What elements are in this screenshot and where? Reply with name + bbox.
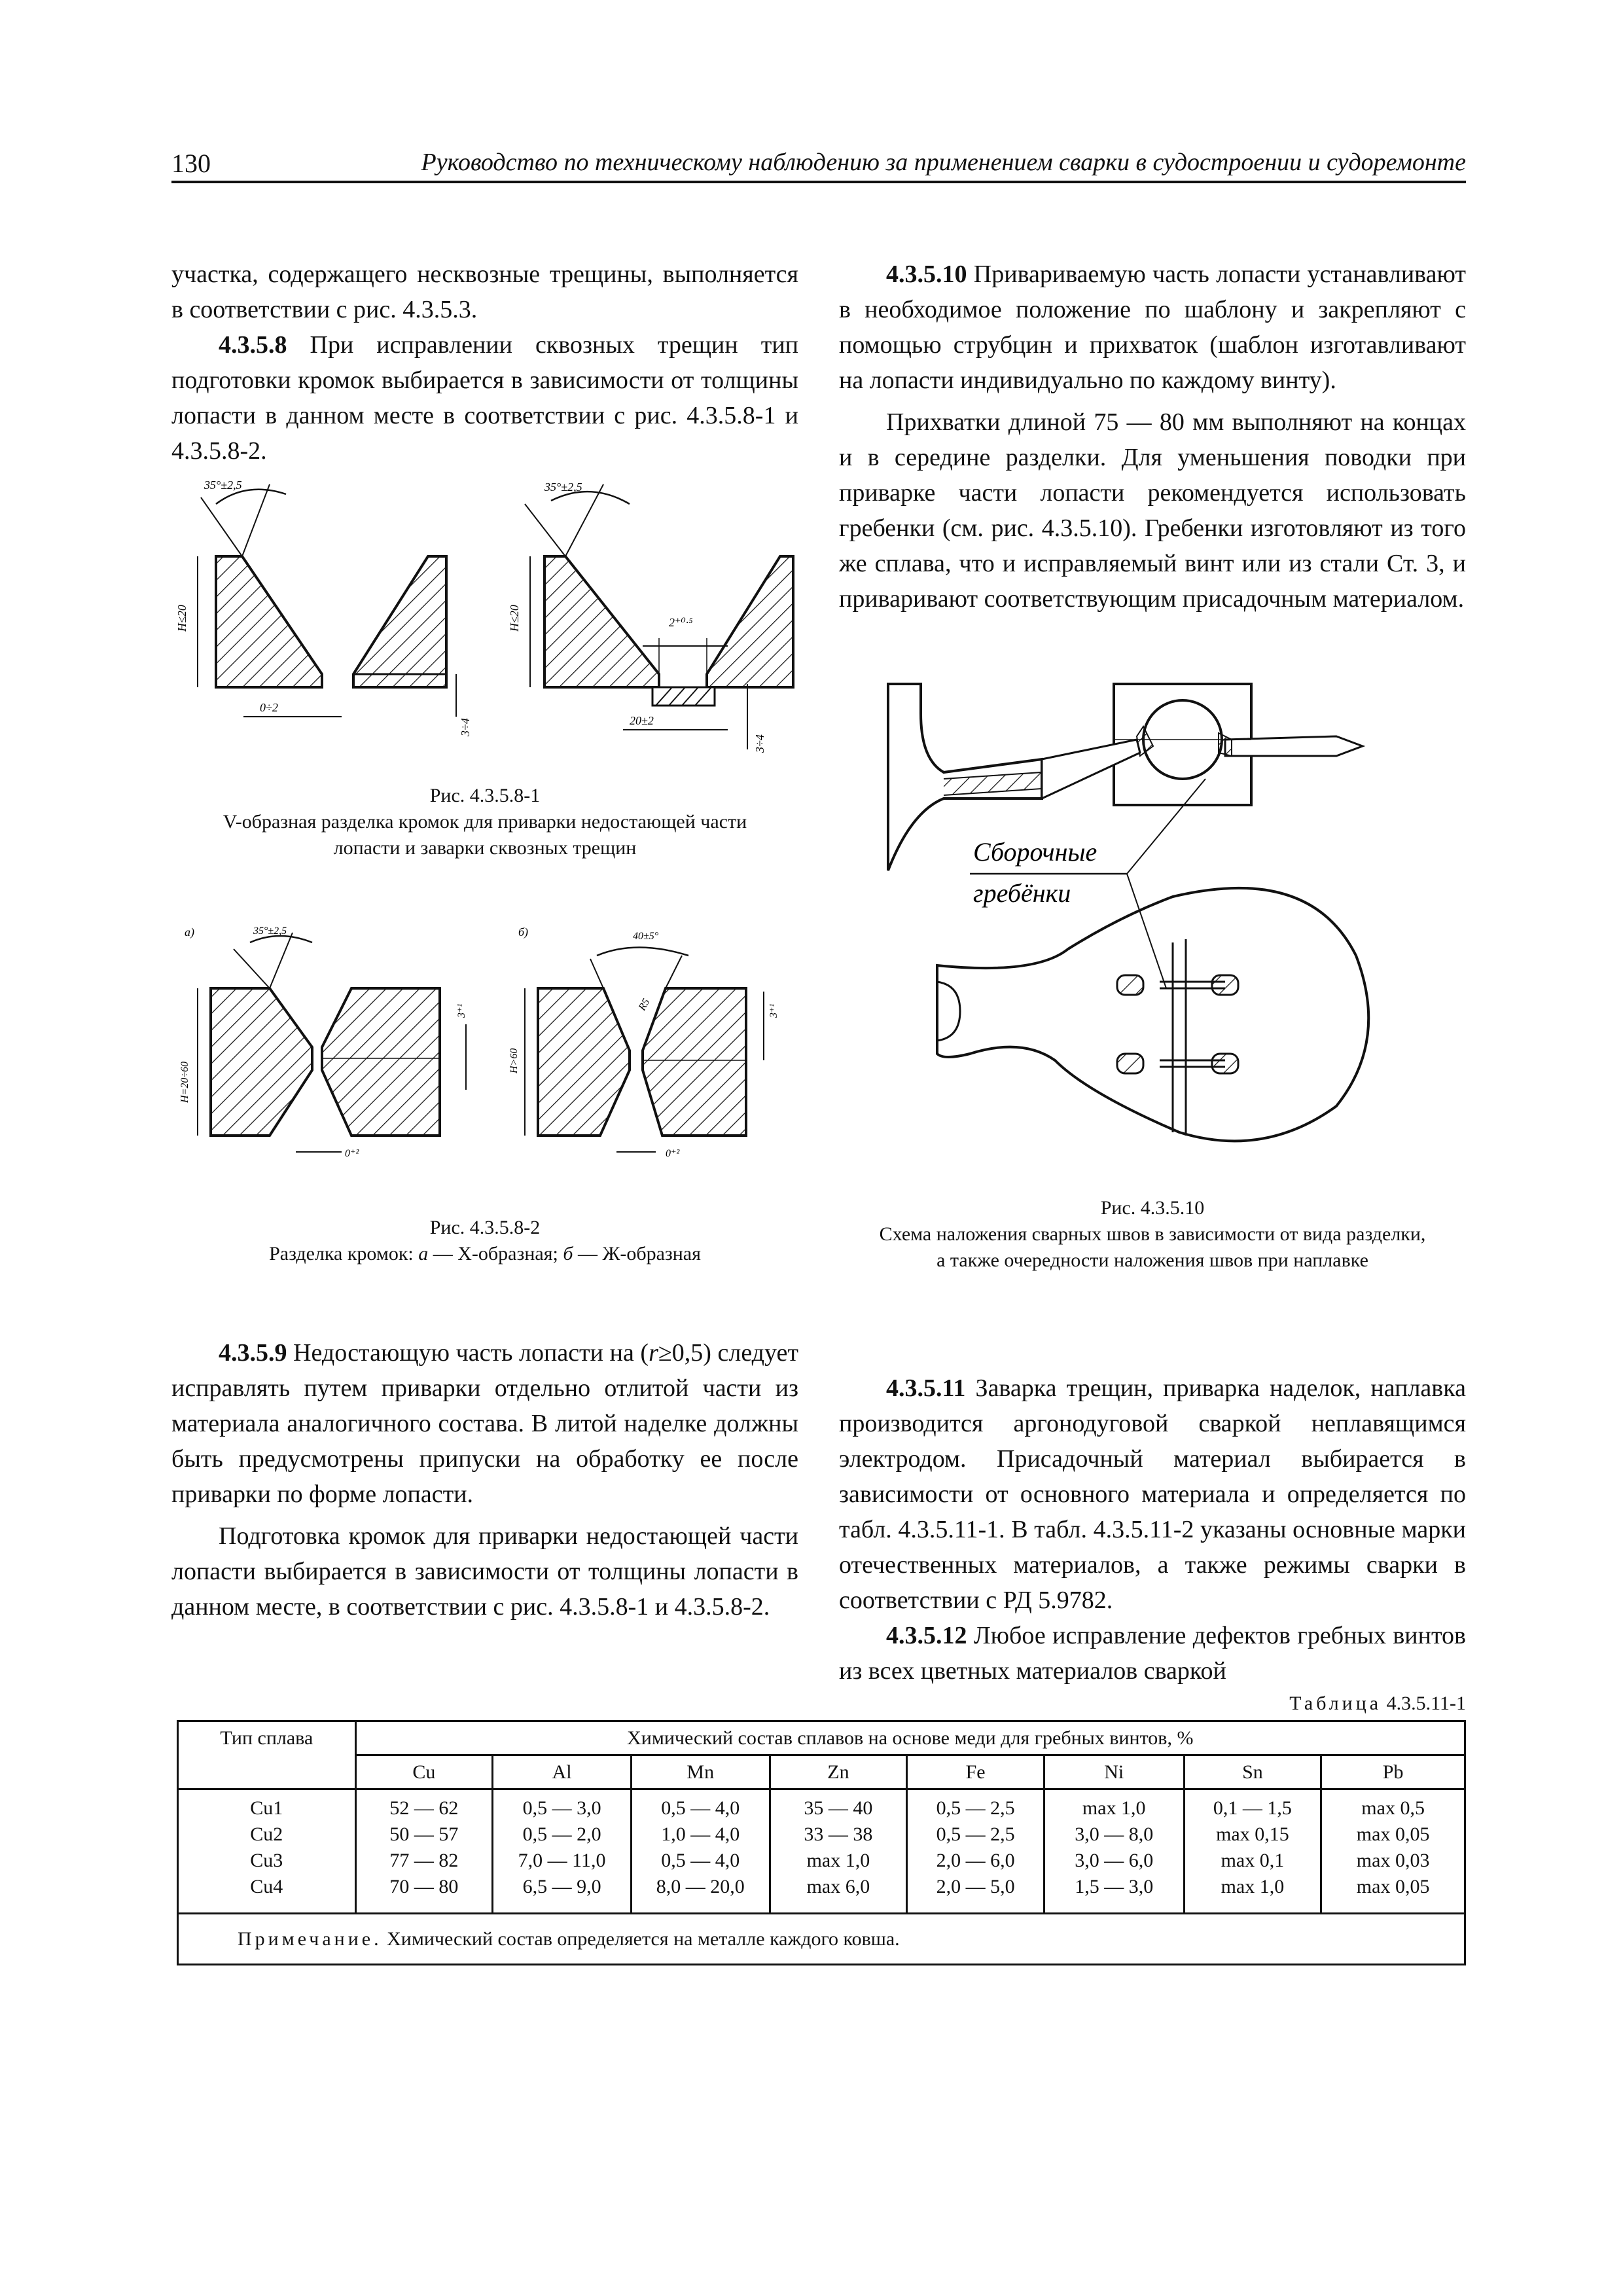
- thickness-label: 3÷4: [753, 734, 766, 753]
- paragraph: Прихватки длиной 75 — 80 мм выполняют на концах и в середине разделки. Для уменьшения поводки при приварке части лопасти рекомендуется использовать гребенки (см. рис. 4.3.5.10). Гребенки изготовляют из того же сплава, что и исправляемый винт или из стали Ст. 3, и приваривают соответствующим присадочным материалом.: [839, 408, 1466, 613]
- gap-label: 2⁺⁰·⁵: [669, 616, 693, 629]
- x-groove: [179, 925, 467, 1159]
- figure-number: Рис. 4.3.5.10: [1100, 1197, 1205, 1219]
- paragraph-4-3-5-11: 4.3.5.11 Заварка трещин, приварка наделок, наплавка производится аргонодуговой сваркой неплавящимся электродом. Присадочный материал выбирается в зависимости от основного материала и определяется по табл. 4.3.5.11-1. В табл. 4.3.5.11-2 указаны основные марки отечественных материалов, а также режимы сварки в соответствии с РД 5.9782.: [839, 1374, 1466, 1614]
- col-header: Sn: [1184, 1755, 1321, 1789]
- paragraph-text: При исправлении сквозных трещин тип подготовки кромок выбирается в зависимости от толщины лопасти в данном месте в соответствии с рис. 4.3.5.8-1 и 4.3.5.8-2.: [171, 331, 798, 465]
- section-number: 4.3.5.10: [886, 260, 967, 288]
- sn-cell: 0,1 — 1,5 max 0,15 max 0,1 max 1,0: [1184, 1789, 1321, 1914]
- dim-label: 3⁺¹: [456, 1003, 467, 1018]
- figure-title: Разделка кромок: а — Х-образная; б — Ж-образная: [269, 1243, 701, 1265]
- col-header: Pb: [1321, 1755, 1465, 1789]
- table-label: Таблица 4.3.5.11-1: [1289, 1693, 1466, 1714]
- gap-label: 0⁺²: [666, 1148, 680, 1159]
- angle-label: 35°±2,5: [253, 925, 287, 937]
- mn-cell: 0,5 — 4,0 1,0 — 4,0 0,5 — 4,0 8,0 — 20,0: [631, 1789, 770, 1914]
- paragraph-text: Привариваемую часть лопасти устанавливают в необходимое положение по шаблону и закрепляют с помощью струбцин и прихваток (шаблон изготавливают на лопасти индивидуально по каждому винту).: [839, 260, 1466, 394]
- col-header: Al: [493, 1755, 632, 1789]
- left-top-text: [171, 257, 798, 469]
- figure-title-line1: Схема наложения сварных швов в зависимости от вида разделки,: [879, 1223, 1426, 1245]
- paragraph: Подготовка кромок для приварки недостающей части лопасти выбирается в зависимости от толщины лопасти в данном месте, в соответствии с рис. 4.3.5.8-1 и 4.3.5.8-2.: [171, 1522, 798, 1621]
- combs-label-line1: Сборочные: [973, 837, 1097, 867]
- radius-label: R5: [636, 997, 652, 1013]
- type-cell: Cu1 Cu2 Cu3 Cu4: [178, 1789, 356, 1914]
- height-label: H≤20: [175, 605, 188, 632]
- paragraph-4-3-5-9: 4.3.5.9 Недостающую часть лопасти на (r≥0,5) следует исправлять путем приварки отдельно отлитой части из материала аналогичного состава. В литой наделке должны быть предусмотрены припуски на обработку ее после приварки по форме лопасти.: [171, 1339, 798, 1508]
- section-number: 4.3.5.11: [886, 1374, 966, 1402]
- left-bottom-text: [171, 1335, 798, 1624]
- figure-caption: [171, 1215, 798, 1267]
- col-header: Ni: [1044, 1755, 1184, 1789]
- page-number: 130: [171, 149, 211, 178]
- combs-label-line2: гребёнки: [973, 878, 1071, 908]
- figure-x-groove: [171, 920, 798, 1175]
- figure-v-groove: [171, 475, 798, 762]
- angle-label: 35°±2,5: [544, 480, 582, 493]
- table-body-row: [178, 1789, 1465, 1914]
- label-b: б): [518, 925, 529, 939]
- col-header-type: Тип сплава: [178, 1721, 356, 1789]
- note-text: Химический состав определяется на металле каждого ковша.: [382, 1928, 900, 1950]
- angle-label: 40±5°: [633, 931, 659, 942]
- zn-cell: 35 — 40 33 — 38 max 1,0 max 6,0: [770, 1789, 907, 1914]
- section-number: 4.3.5.8: [219, 331, 287, 359]
- figure-welding-combs: [839, 674, 1466, 1198]
- col-header: Cu: [355, 1755, 493, 1789]
- note-label: Примечание.: [238, 1928, 382, 1950]
- label-a: а): [185, 925, 194, 939]
- right-bottom-text: [839, 1371, 1466, 1689]
- figure-caption: [171, 783, 798, 861]
- dim-label: 3⁺¹: [768, 1003, 779, 1018]
- table-note: [178, 1914, 1465, 1965]
- height-label: H≤20: [508, 605, 521, 632]
- gap-label: 0÷2: [260, 701, 278, 714]
- section-number: 4.3.5.9: [219, 1339, 287, 1367]
- figure-number: Рис. 4.3.5.8-2: [429, 1217, 541, 1238]
- blade-repair-sketch: [937, 888, 1368, 1141]
- col-header-group: Химический состав сплавов на основе меди для гребных винтов, %: [355, 1721, 1465, 1755]
- width-label: 20±2: [630, 714, 654, 727]
- v-groove-open-root: [175, 478, 472, 737]
- running-title: Руководство по техническому наблюдению за применением сварки в судостроении и судоремонте: [421, 149, 1466, 176]
- figure-caption: [839, 1195, 1466, 1274]
- thickness-label: 3÷4: [459, 718, 472, 736]
- section-number: 4.3.5.12: [886, 1622, 967, 1649]
- v-groove-backing: [508, 480, 793, 753]
- col-header: Fe: [907, 1755, 1044, 1789]
- col-header: Mn: [631, 1755, 770, 1789]
- paragraph-4-3-5-10: [839, 257, 1466, 398]
- figure-title-line2: а также очередности наложения швов при наплавке: [936, 1249, 1368, 1271]
- angle-label: 35°±2,5: [204, 478, 242, 492]
- paragraph-4-3-5-12: 4.3.5.12 Любое исправление дефектов гребных винтов из всех цветных материалов сваркой: [839, 1622, 1466, 1685]
- right-top-text: [839, 257, 1466, 617]
- fe-cell: 0,5 — 2,5 0,5 — 2,5 2,0 — 6,0 2,0 — 5,0: [907, 1789, 1044, 1914]
- col-header: Zn: [770, 1755, 907, 1789]
- figure-number: Рис. 4.3.5.8-1: [429, 785, 541, 806]
- height-label: H>60: [508, 1048, 520, 1073]
- height-label: H=20÷60: [179, 1061, 190, 1103]
- double-y-groove: [508, 925, 779, 1159]
- ni-cell: max 1,0 3,0 — 8,0 3,0 — 6,0 1,5 — 3,0: [1044, 1789, 1184, 1914]
- cu-cell: 52 — 62 50 — 57 77 — 82 70 — 80: [355, 1789, 493, 1914]
- al-cell: 0,5 — 3,0 0,5 — 2,0 7,0 — 11,0 6,5 — 9,0: [493, 1789, 632, 1914]
- pb-cell: max 0,5 max 0,05 max 0,03 max 0,05: [1321, 1789, 1465, 1914]
- gap-label: 0⁺²: [345, 1148, 359, 1159]
- paragraph-4-3-5-8: [171, 327, 798, 469]
- paragraph: участка, содержащего несквозные трещины, выполняется в соответствии с рис. 4.3.5.3.: [171, 260, 798, 323]
- header-rule: [171, 181, 1466, 183]
- figure-title: V-образная разделка кромок для приварки недостающей части лопасти и заварки сквозных трещин: [223, 811, 747, 859]
- chemical-composition-table: [177, 1720, 1466, 1965]
- combs-detail: [888, 684, 1363, 870]
